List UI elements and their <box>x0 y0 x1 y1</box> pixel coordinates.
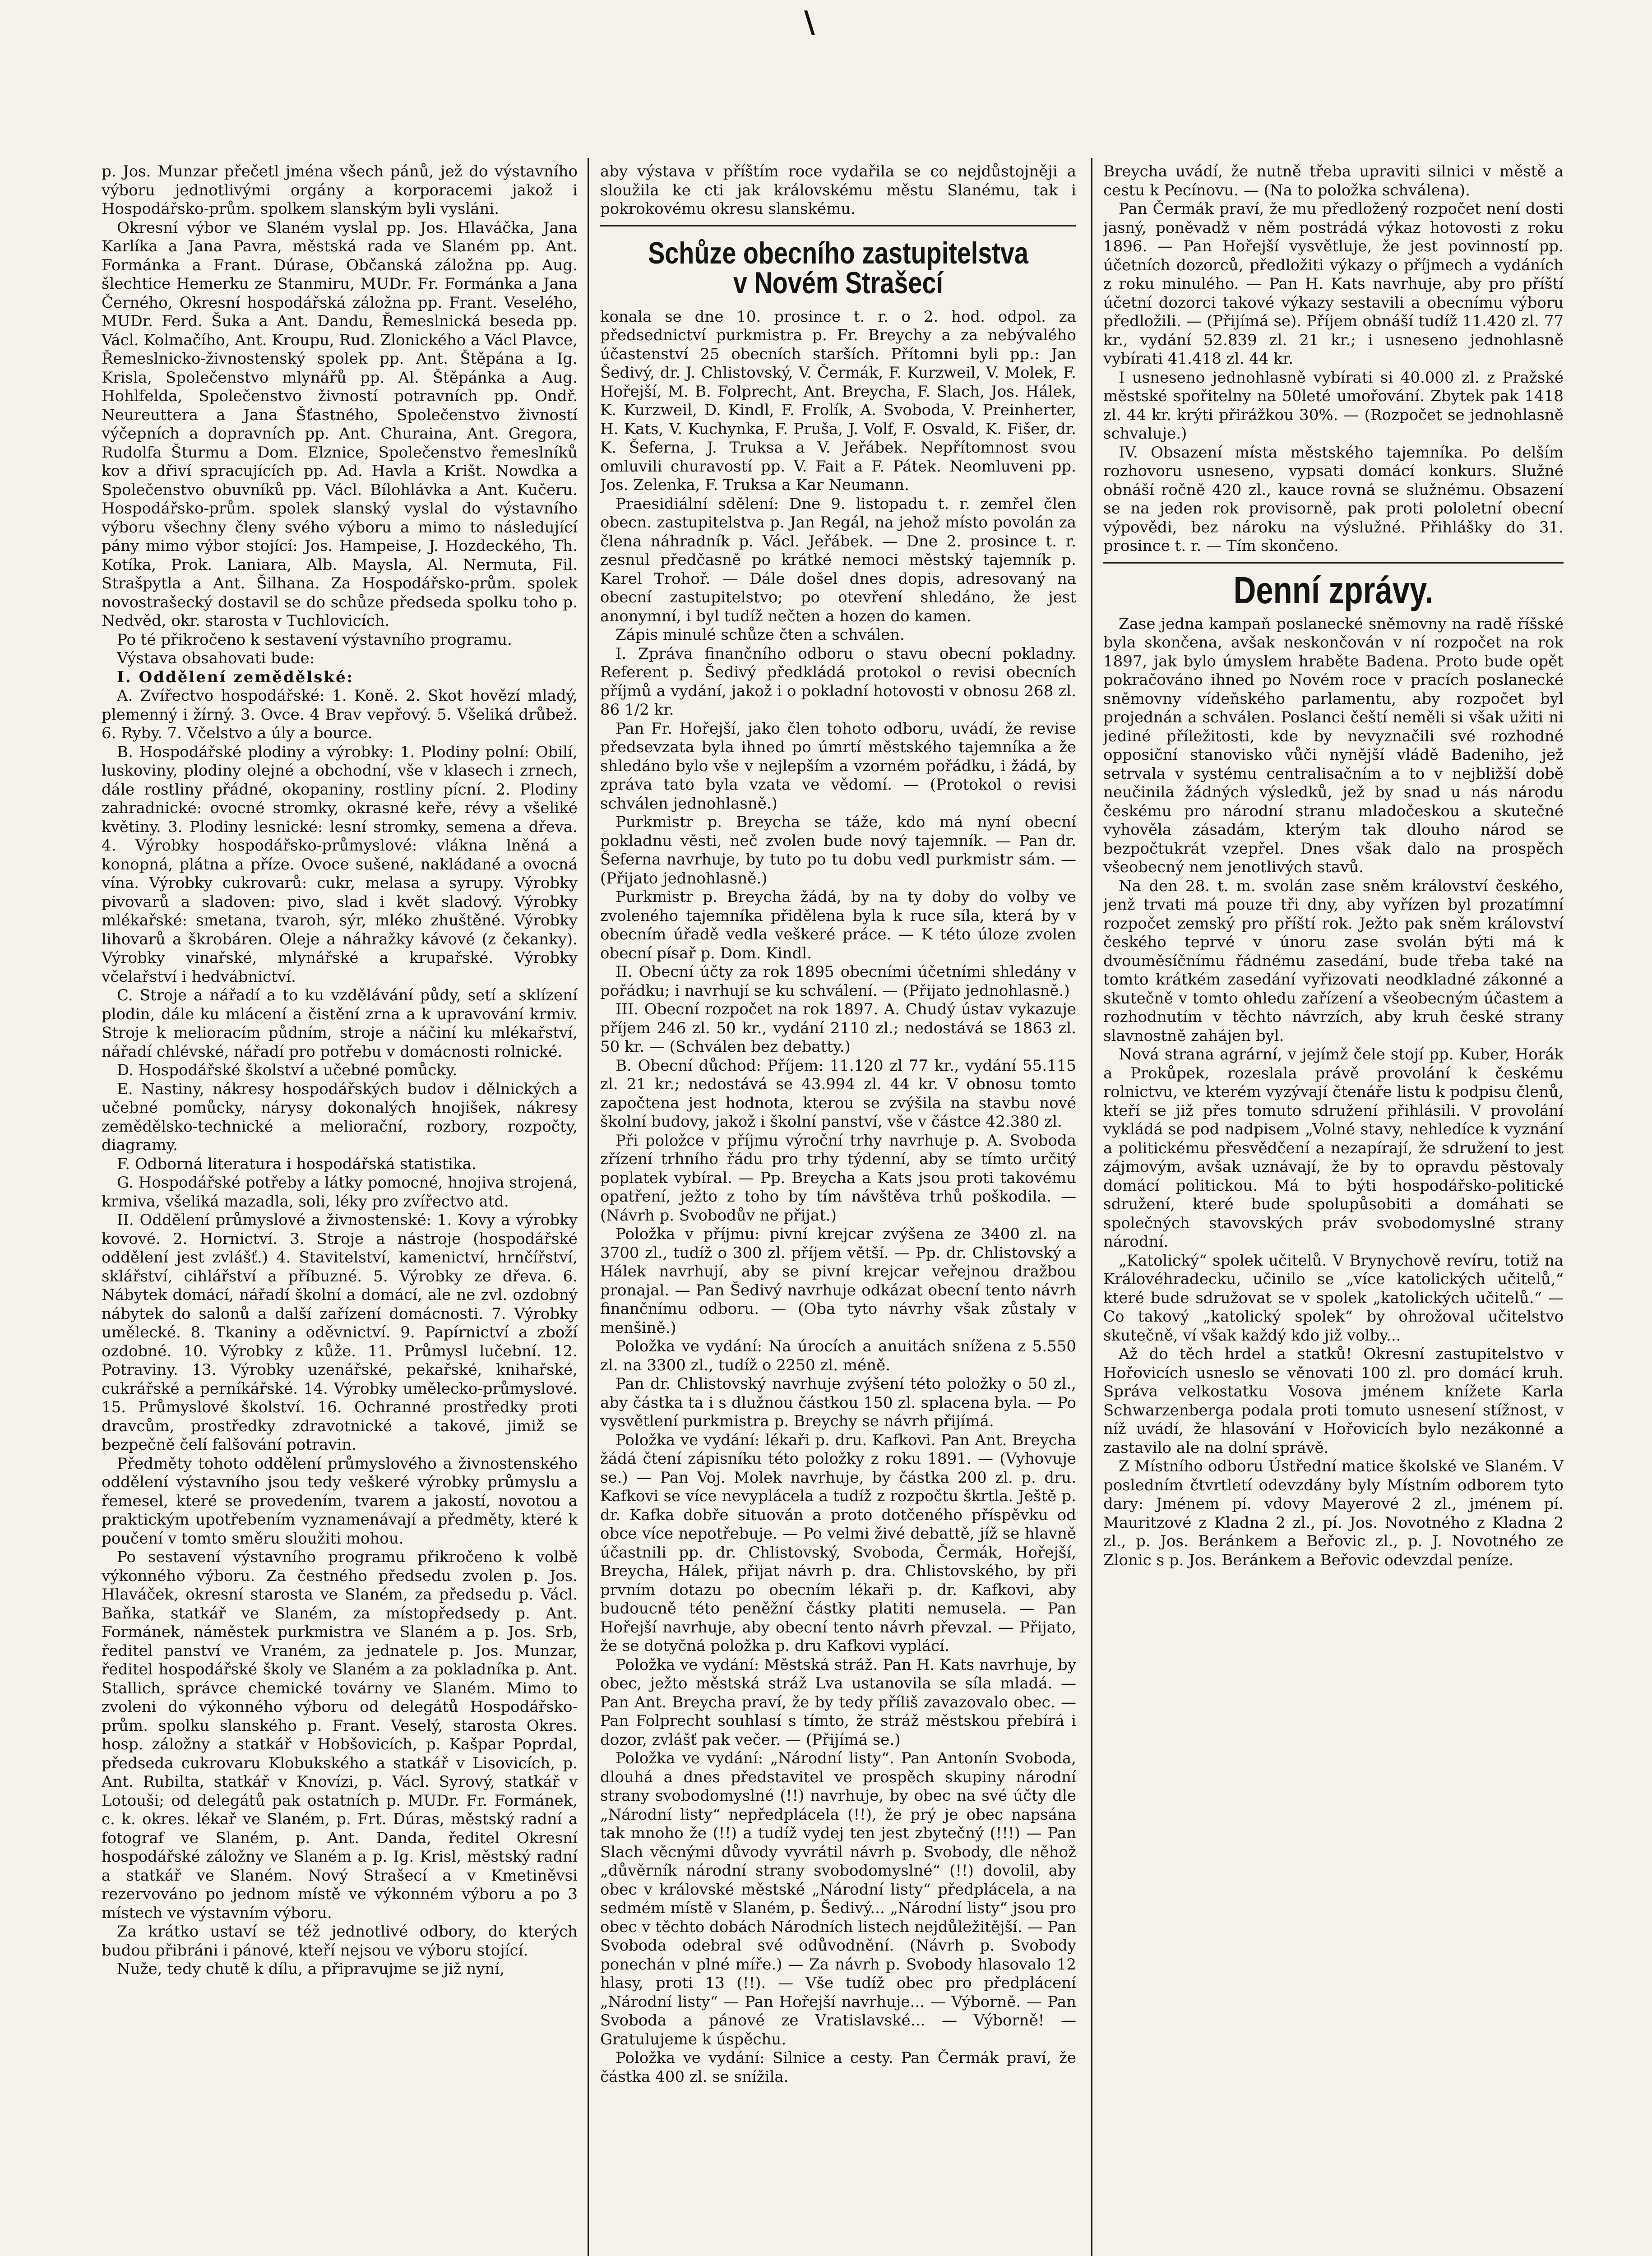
paragraph: Až do těch hrdel a statků! Okresní zastupitelstvo v Hořovicích usneslo se věnovati 100 zl. pro domácí kruh. Správa velkostatku Vosova jménem knížete Karla Schwarzenberga podala proti tomuto usnesení stížnost, v níž uvádí, že hlasování v Hořovicích bylo nezákonné a zastavilo ale na dolní správě. <box>1103 1345 1564 1457</box>
paragraph: Purkmistr p. Breycha se táže, kdo má nyní obecní pokladnu věsti, neč zvolen bude nový tajemník. — Pan dr. Šeferna navrhuje, by tuto po tu dobu vedl purkmistr sám. — (Přijato jednohlasně.) <box>600 813 1076 888</box>
paragraph: Okresní výbor ve Slaném vyslal pp. Jos. Hlaváčka, Jana Karlíka a Jana Pavra, městská rada ve Slaném pp. Ant. Formánka a Frant. Dúrase, Občanská záložna pp. Aug. šlechtice Hemerku ze Stanmiru, MUDr. Fr. Formánka a Jana Černého, Okresní hospodářská záložna pp. Frant. Veselého, MUDr. Ferd. Šuka a Ant. Dandu, Řemeslnická beseda pp. Václ. Kolmačího, Ant. Kroupu, Rud. Zlonického a Václ Plavce, Řemeslnicko-živnostenský spolek pp. Ant. Štěpána a Ig. Krisla, Společenstvo mlynářů pp. Al. Štěpánka a Aug. Hohlfelda, Společenstvo živností potravních pp. Ondř. Neureuttera a Jana Šťastného, Společenstvo živností výčepních a dopravních pp. Ant. Churaina, Ant. Gregora, Rudolfa Šturmu a Dom. Elznice, Společenstvo řemeslníků kov a dřiví spracujících pp. Ad. Havla a Krišt. Nowdka a Společenstvo obuvníků pp. Václ. Bílohlávka a Ant. Kučeru. Hospodářsko-prům. spolek slanský vyslal do výstavního výboru všechny členy svého výboru a mimo to následující pány mimo výbor stojící: Jos. Hampeise, J. Hozdeckého, Th. Kotíka, Prok. Laniara, Alb. Maysla, Al. Nermuta, Fil. Strašpytla a Ant. Šilhana. Za Hospodářsko-prům. spolek novostrašecký dostavil se do schůze předseda spolku toho p. Nedvěd, okr. starosta v Tuchlovicích. <box>102 218 578 630</box>
paragraph: „Katolický“ spolek učitelů. V Brynychově revíru, totiž na Královéhradecku, učinilo se „více katolických učitelů,“ které bude sdružovat se v spolek „katolických učitelů.“ — Co takový „katolický spolek“ by ohrožoval učitelstvo skutečně, ví však každý kdo již volby... <box>1103 1251 1564 1345</box>
column-2 <box>600 162 1076 2256</box>
paragraph: Zase jedna kampaň poslanecké sněmovny na radě říšské byla skončena, avšak neskončován v ní rozpočet na rok 1897, jak bylo úmyslem hraběte Badena. Proto bude opět pokračováno ihned po Novém roce v pracích poslanecké sněmovny vídeňského parlamentu, aby rozpočet byl projednán a schválen. Poslanci čeští neměli si však užiti ni jediné příležitosti, kde by nevyznačili své rozhodné opposiční stanovisko vůči nynější vládě Badeniho, jež setrvala v systému centralisačním a to v nejbližší době neučinila žádných výsledků, jež by snad u nás národu českému pro národní stranu mladočeskou a skutečné vyhověla zásadám, kterým tak dlouho národ se bezpočtukrát vzepřel. Dnes však dalo na prospěch všeobecný nem jenotlivých stavů. <box>1103 615 1564 876</box>
paragraph: Za krátko ustaví se též jednotlivé odbory, do kterých budou přibráni i pánové, kteří nejsou ve výboru stojící. <box>102 1923 578 1960</box>
paragraph: Nuže, tedy chutě k dílu, a připravujme se již nyní, <box>117 1960 504 1978</box>
paragraph: II. Oddělení průmyslové a živnostenské: 1. Kovy a výrobky kovové. 2. Hornictví. 3. Stroje a nástroje (hospodářské oddělení jest zvlášť.) 4. Stavitelství, kamenictví, hrnčířství, sklářství, cihlářství a příbuzné. 5. Výrobky ze dřeva. 6. Nábytek domácí, nářadí školní a domácí, ale ne zvl. ozdobný nábytek do salonů a další zařízení domácnosti. 7. Výrobky umělecké. 8. Tkaniny a oděvnictví. 9. Papírnictví a zboží ozdobné. 10. Výrobky z kůže. 11. Průmysl lučební. 12. Potraviny. 13. Výrobky uzenářské, pekařské, knihařské, cukrářské a perníkářské. 14. Výrobky umělecko-průmyslové. 15. Průmyslové školství. 16. Ochranné prostředky proti dravcům, prostředky zdravotnické a takové, jimiž se bezpečně čelí falšování potravin. <box>102 1211 578 1454</box>
paragraph: I usneseno jednohlasně vybírati si 40.000 zl. z Pražské městské spořitelny na 50leté umořování. Zbytek pak 1418 zl. 44 kr. krýti přirážkou 30%. — (Rozpočet se jednohlasně schvaluje.) <box>1103 368 1564 443</box>
paragraph: Zápis minulé schůze čten a schválen. <box>615 626 905 644</box>
section-heading: I. Oddělení zemědělské: <box>117 668 354 686</box>
column-3 <box>1103 162 1564 2256</box>
paragraph: Předměty tohoto oddělení průmyslového a živnostenského oddělení výstavního jsou tedy veškeré výrobky průmyslu a řemesel, které se provedením, tvarem a jakostí, novotou a praktickým upotřebením vyznamenávají a předměty, které k poučení v tomto směru sloužiti mohou. <box>102 1454 578 1548</box>
paragraph: Položka ve vydání: lékaři p. dru. Kafkovi. Pan Ant. Breycha žádá čtení zápisníku této položky z roku 1891. — (Vyhovuje se.) — Pan Voj. Molek navrhuje, by částka 200 zl. p. dru. Kafkovi se více nevyplácela a tudíž z rozpočtu škrtla. Ještě p. dr. Kafka dobře situován a proto dotčeného příspěvku od obce více nepotřebuje. — Po velmi živé debattě, jíž se hlavně účastnili pp. dr. Chlistovský, Svoboda, Čermák, Hořejší, Breycha, Hálek, přijat návrh p. dra. Chlistovského, by při prvním dotazu po obecním lékaři p. dr. Kafkovi, aby budoucně této peněžní částky platiti nemusela. — Pan Hořejší navrhuje, aby obecní tento návrh převzal. — Přijato, že se dotyčná položka p. dru Kafkovi vyplácí. <box>600 1431 1076 1655</box>
paragraph: G. Hospodářské potřeby a látky pomocné, hnojiva strojená, krmiva, všeliká mazadla, soli, léky pro zvířectvo atd. <box>102 1174 578 1211</box>
paragraph: E. Nastiny, nákresy hospodářských budov i dělnických a učebné pomůcky, nárysy dokonalých hnojišek, nákresy zemědělsko-technické a meliorační, rozbory, rozpočty, diagramy. <box>102 1080 578 1154</box>
paragraph: IV. Obsazení místa městského tajemníka. Po delším rozhovoru usneseno, vypsati domácí konkurs. Služné obnáší ročně 420 zl., kauce rovná se služnému. Obsazení se na jeden rok provisorně, pak proti pololetní obecní výpovědi, bez nároku na výslužné. Přihlášky do 31. prosince t. r. — Tím skončeno. <box>1103 443 1564 555</box>
paragraph: Položka ve vydání: Silnice a cesty. Pan Čermák praví, že částka 400 zl. se snížila. <box>600 2049 1076 2086</box>
article-heading: Schůze obecního zastupitelstva v Novém Strašecí <box>648 236 1028 300</box>
paragraph: I. Zpráva finančního odboru o stavu obecní pokladny. Referent p. Šedivý předkládá protokol o revisi obecních příjmů a vydání, jakož i o pokladní hotovosti v obnosu 268 zl. 86 1/2 kr. <box>600 644 1076 719</box>
paragraph: F. Odborná literatura i hospodářská statistika. <box>117 1155 477 1173</box>
paragraph: B. Obecní důchod: Příjem: 11.120 zl 77 kr., vydání 55.115 zl. 21 kr.; nedostává se 43.994 zl. 44 kr. V obnosu tomto započtena jest hodnota, kterou se zvýšila na stavbu nové školní budovy, jakož i školní panství, vše v částce 42.380 zl. <box>600 1056 1076 1131</box>
paragraph: II. Obecní účty za rok 1895 obecními účetními shledány v pořádku; i navrhují se ku schválení. — (Přijato jednohlasně.) <box>600 963 1076 1000</box>
paragraph: Položka ve vydání: „Národní listy“. Pan Antonín Svoboda, dlouhá a dnes představitel ve prospěch skupiny národní strany svobodomyslné (!!) navrhuje, by obec na své účty dle „Národní listy“ nepředplácela (!!), že prý je obec napsána tak mnoho že (!!) a tudíž vydej ten jest zbytečný (!!!) — Pan Slach věcnými důvody vyvrátil návrh p. Svobody, dle něhož „důvěrník národní strany svobodomyslné“ (!!) dovolil, aby obec v královské městské „Národní listy“ předplácela, a na sedmém místě v Slaném, p. Šedivý... „Národní listy“ jsou pro obec v těchto dobách Národních listech nejdůležitější. — Pan Svoboda odebral své odůvodnění. (Návrh p. Svobody ponechán v plné míře.) — Za návrh p. Svobody hlasovalo 12 hlasy, proti 13 (!!). — Vše tudíž obec pro předplácení „Národní listy“ — Pan Hořejší navrhuje... — Výborně. — Pan Svoboda a pánové ze Vratislavské... — Výborně! — Gratulujeme k úspěchu. <box>600 1749 1076 2048</box>
paragraph: Purkmistr p. Breycha žádá, by na ty doby do volby ve zvoleného tajemníka přidělena byla k ruce síla, která by v obecním úřadě vedla veškeré práce. — K této úloze zvolen obecní písař p. Dom. Kindl. <box>600 888 1076 962</box>
page-mark: \ <box>804 5 815 40</box>
paragraph: C. Stroje a nářadí a to ku vzdělávání půdy, setí a sklízení plodin, dále ku mlácení a čistění zrna a k upravování krmiv. Stroje k melioracím půdním, stroje a náčiní ku mlékařství, nářadí chlévské, nářadí pro potřebu v domácnosti rolnické. <box>102 986 578 1061</box>
column-rule <box>1091 158 1092 2256</box>
paragraph: Z Místního odboru Ústřední matice školské ve Slaném. V posledním čtvrtletí odevzdány byly Místním odborem tyto dary: Jménem pí. vdovy Mayerové 2 zl., jménem pí. Mauritzové z Kladna 2 zl., pí. Jos. Novotného z Kladna 2 zl., p. Jos. Beránkem a Beřovic zl., p. J. Novotného ze Zlonic s p. Jos. Beránkem a Beřovic odevzdal peníze. <box>1103 1457 1564 1569</box>
paragraph: B. Hospodářské plodiny a výrobky: 1. Plodiny polní: Obilí, luskoviny, plodiny olejné a obchodní, vše v klasech i zrnech, dále rostliny přádné, okopaniny, rostliny pícní. 2. Plodiny zahradnické: ovocné stromky, okrasné keře, révy a všeliké květiny. 3. Plodiny lesnické: lesní stromky, semena a dřeva. 4. Výrobky hospodářsko-průmyslové: vlákna lněná a konopná, plátna a příze. Ovoce sušené, nakládané a ovocná vína. Výrobky cukrovarů: cukr, melasa a syrupy. Výrobky pivovarů a sladoven: pivo, slad i květ sladový. Výrobky mlékařské: smetana, tvaroh, sýr, mléko zhuštěné. Výrobky lihovarů a škrobáren. Oleje a náhražky kávové (z čekanky). Výrobky vinařské, mlynářské a krupařské. Výrobky včelařství i hedvábnictví. <box>102 743 578 986</box>
paragraph: Praesidiální sdělení: Dne 9. listopadu t. r. zemřel člen obecn. zastupitelstva p. Jan Regál, na jehož místo povolán za člena náhradník p. Václ. Jeřábek. — Dne 2. prosince t. r. zesnul předčasně po krátké nemoci městský tajemník p. Karel Trohoř. — Dále došel dnes dopis, adresovaný na obecní zastupitelstvo; po otevření shledáno, že jest anonymní, i byl tudíž nečten a hozen do kamen. <box>600 495 1076 625</box>
paragraph: Po sestavení výstavního programu přikročeno k volbě výkonného výboru. Za čestného předsedu zvolen p. Jos. Hlaváček, okresní starosta ve Slaném, za předsedu p. Václ. Baňka, statkář ve Slaném, za místopředsedy p. Ant. Formánek, náměstek purkmistra ve Slaném a p. Jos. Srb, ředitel panství ve Vraném, za jednatele p. Jos. Munzar, ředitel hospodářské školy ve Slaném a za pokladníka p. Ant. Stallich, správce chemické továrny ve Slaném. Mimo to zvoleni do výkonného výboru od delegátů Hospodářsko-prům. spolku slanského p. Frant. Veselý, starosta Okres. hosp. záložny a statkář v Hobšovicích, p. Kašpar Poprdal, předseda cukrovaru Klobukského a statkář v Lisovicích, p. Ant. Rubilta, statkář v Knovízi, p. Václ. Syrový, statkář v Lotouši; od delegátů pak ostatních p. MUDr. Fr. Formánek, c. k. okres. lékař ve Slaném, p. Frt. Dúras, městský radní a fotograf ve Slaném, p. Ant. Danda, ředitel Okresní hospodářské záložny ve Slaném a p. Ig. Krisl, městský radní a statkář ve Slaném. Nový Strašecí a v Kmetiněvsi rezervováno po jednom místě ve výkonném výboru a po 3 místech ve výstavním výboru. <box>102 1548 578 1922</box>
paragraph: Položka v příjmu: pivní krejcar zvýšena ze 3400 zl. na 3700 zl., tudíž o 300 zl. příjem větší. — Pp. dr. Chlistovský a Hálek navrhují, aby se pivní krejcar veřejnou dražbou pronajal. — Pan Šedivý navrhuje odkázat obecní tento návrh finančnímu odboru. — (Oba tyto návrhy však zůstaly v menšině.) <box>600 1225 1076 1337</box>
column-rule <box>588 158 589 2256</box>
paragraph: Pan Fr. Hořejší, jako člen tohoto odboru, uvádí, že revise předsevzata byla ihned po úmrtí městského tajemníka a že shledáno bylo vše v nejlepším a vzorném pořádku, i žádá, by zpráva tato byla vzata ve vědomí. — (Protokol o revisi schválen jednohlasně.) <box>600 719 1076 813</box>
paragraph: A. Zvířectvo hospodářské: 1. Koně. 2. Skot hovězí mladý, plemenný i žírný. 3. Ovce. 4 Brav vepřový. 5. Všeliká drůbež. 6. Ryby. 7. Včelstvo a úly a bource. <box>102 687 578 742</box>
section-title: Denní zprávy. <box>1233 569 1434 611</box>
paragraph: Položka ve vydání: Městská stráž. Pan H. Kats navrhuje, by obec, ježto městská stráž Lva ustanovila se síla mladá. — Pan Ant. Breycha praví, že by tedy příliš zavazovalo obec. — Pan Folprecht souhlasí s tímto, že stráž městskou přebírá i dozor, zvlášť pak večer. — (Přijímá se.) <box>600 1655 1076 1749</box>
paragraph: Nová strana agrární, v jejímž čele stojí pp. Kuber, Horák a Prokůpek, rozeslala právě provolání k českému rolnictvu, ve kterém vyzývají čtenáře listu k podpisu členů, kteří se již přes tomuto sdružení přihlásili. V provolání vykládá se pod nadpisem „Volné stavy, nehledíce k vyznání a politickému přesvědčení a nezapírají, že sdružení to jest zájmovým, avšak uznávají, že by to opravdu pěstovaly domácí politickou. Má to býti hospodářsko-politické sdružení, které bude spolupůsobiti a domáhati se společných stavovských práv svobodomyslné strany národní. <box>1103 1045 1564 1251</box>
paragraph: konala se dne 10. prosince t. r. o 2. hod. odpol. za předsednictví purkmistra p. Fr. Breychy a za nebývalého účastenství 25 obecních starších. Přítomni byli pp.: Jan Šedivý, dr. J. Chlistovský, V. Čermák, F. Kurzweil, V. Molek, F. Hořejší, M. B. Folprecht, Ant. Breycha, F. Slach, Jos. Hálek, K. Kurzweil, D. Kindl, F. Frolík, A. Svoboda, V. Preinherter, H. Kats, V. Kuchynka, F. Pruša, J. Volf, F. Osvald, K. Fišer, dr. K. Šeferna, J. Truksa a V. Jeřábek. Nepřítomnost svou omluvili churavostí pp. V. Fait a F. Pátek. Neomluveni pp. Jos. Zelenka, F. Truksa a Kar Neumann. <box>600 307 1076 494</box>
paragraph: Při položce v příjmu výroční trhy navrhuje p. A. Svoboda zřízení trhního řádu pro trhy týdenní, aby se tímto určitý poplatek vybíral. — Pp. Breycha a Kats jsou proti takovému opatření, ježto z toho by tím návštěva trhů poškodila. — (Návrh p. Svobodův ne přijat.) <box>600 1131 1076 1225</box>
column-1 <box>102 162 578 2256</box>
paragraph: p. Jos. Munzar přečetl jména všech pánů, jež do výstavního výboru jednotlivými orgány a korporacemi jakož i Hospodářsko-prům. spolkem slanským byli vysláni. <box>102 162 578 218</box>
paragraph: aby výstava v příštím roce vydařila se co nejdůstojněji a sloužila ke cti jak královskému městu Slanému, tak i pokrokovému okresu slanskému. <box>600 162 1076 218</box>
divider <box>600 225 1076 227</box>
paragraph: D. Hospodářské školství a učebné pomůcky. <box>117 1061 458 1079</box>
paragraph: Položka ve vydání: Na úrocích a anuitách snížena z 5.550 zl. na 3300 zl., tudíž o 2250 zl. méně. <box>600 1337 1076 1374</box>
divider <box>1103 562 1564 564</box>
paragraph: Pan Čermák praví, že mu předložený rozpočet není dosti jasný, poněvadž v něm postrádá výkaz hotovosti z roku 1896. — Pan Hořejší vysvětluje, že jest povinností pp. účetních dozorců, předložiti výkazy o příjmech a vydáních z roku minulého. — Pan H. Kats navrhuje, aby pro příští účetní dozorci takové výkazy sestavili a obecnímu výboru předložili. — (Přijímá se). Příjem obnáší tudíž 11.420 zl. 77 kr., vydání 52.839 zl. 21 kr.; i usneseno jednohlasně vybírati 41.418 zl. 44 kr. <box>1103 200 1564 368</box>
paragraph: Po té přikročeno k sestavení výstavního programu. <box>117 630 512 649</box>
paragraph: Výstava obsahovati bude: <box>117 649 315 667</box>
paragraph: Breycha uvádí, že nutně třeba upraviti silnici v městě a cestu k Pecínovu. — (Na to položka schválena). <box>1103 162 1564 199</box>
paragraph: III. Obecní rozpočet na rok 1897. A. Chudý ústav vykazuje příjem 246 zl. 50 kr., vydání 2110 zl.; nedostává se 1863 zl. 50 kr. — (Schválen bez debatty.) <box>600 1000 1076 1056</box>
paragraph: Pan dr. Chlistovský navrhuje zvýšení této položky o 50 zl., aby částka ta i s dlužnou částkou 150 zl. splacena byla. — Po vysvětlení purkmistra p. Breychy se návrh přijímá. <box>600 1375 1076 1430</box>
paragraph: Na den 28. t. m. svolán zase sněm království českého, jenž trvati má pouze tři dny, aby vyřízen byl prozatímní rozpočet zemský pro příští rok. Ježto pak sněm království českého teprvé v únoru zase svolán býti má k dvouměsíčnímu řádnému zasedání, bude třeba také na tomto krátkém zasedání vyřizovati neodkladné zákonné a skutečně v tomto ohledu zařízení a všeobecným účastem a rozhodnutím v těchto návrzích, aby kruh české strany slavnostně zahájen byl. <box>1103 877 1564 1045</box>
